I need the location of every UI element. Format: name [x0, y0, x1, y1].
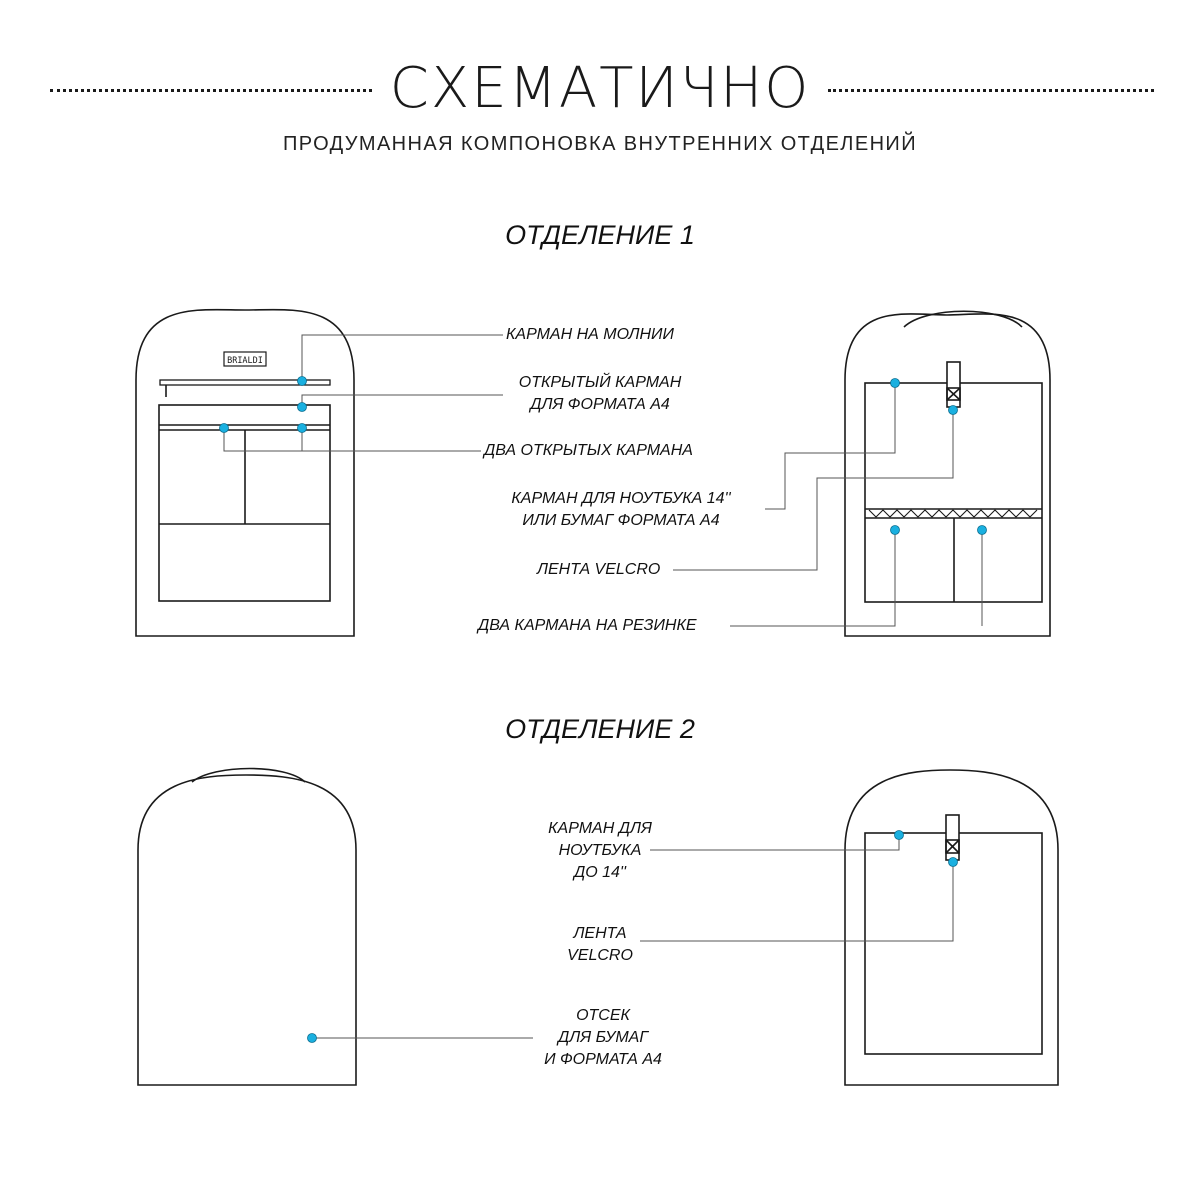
- label-line: НОУТБУКА: [558, 842, 642, 859]
- marker-dot: [298, 377, 307, 386]
- backpack-s1-open-outline: [845, 311, 1050, 636]
- page-title: СХЕМАТИЧНО: [0, 52, 1200, 126]
- label-elastic-pockets: ДВА КАРМАНА НА РЕЗИНКЕ: [478, 617, 697, 634]
- marker-dot: [298, 424, 307, 433]
- label-s2-velcro: [540, 923, 660, 967]
- marker-dot: [978, 526, 987, 535]
- marker-dot: [891, 379, 900, 388]
- marker-dot: [949, 858, 958, 867]
- label-laptop-pocket: [478, 488, 764, 532]
- label-zip-pocket: КАРМАН НА МОЛНИИ: [506, 326, 674, 343]
- label-s2-laptop-pocket: [530, 818, 670, 884]
- label-velcro: ЛЕНТА VELCRO: [537, 561, 661, 578]
- label-line: ИЛИ БУМАГ ФОРМАТА А4: [522, 512, 720, 529]
- label-line: ДО 14'': [573, 864, 627, 881]
- logo-text: BRIALDI: [227, 356, 263, 366]
- label-line: ДЛЯ БУМАГ: [557, 1029, 649, 1046]
- label-line: И ФОРМАТА А4: [544, 1051, 662, 1068]
- marker-dot: [220, 424, 229, 433]
- velcro-strap-shape-s1: [947, 362, 960, 407]
- label-line: ДЛЯ ФОРМАТА А4: [530, 396, 670, 413]
- label-line: ЛЕНТА: [573, 925, 627, 942]
- label-line: КАРМАН ДЛЯ НОУТБУКА 14'': [511, 490, 731, 507]
- front-pockets-shape: [159, 405, 330, 601]
- label-line: ОТСЕК: [576, 1007, 630, 1024]
- marker-dot: [298, 403, 307, 412]
- section-2-title: ОТДЕЛЕНИЕ 2: [505, 714, 695, 744]
- label-open-pocket-a4: [505, 372, 695, 416]
- marker-dot: [895, 831, 904, 840]
- marker-dot: [891, 526, 900, 535]
- label-s2-papers: [523, 1005, 683, 1071]
- marker-dot: [308, 1034, 317, 1043]
- page-subtitle: ПРОДУМАННАЯ КОМПОНОВКА ВНУТРЕННИХ ОТДЕЛЕНИЙ: [283, 133, 917, 155]
- label-two-open-pockets: ДВА ОТКРЫТЫХ КАРМАНА: [484, 442, 693, 459]
- velcro-strap-shape-s2: [946, 815, 959, 860]
- label-line: КАРМАН ДЛЯ: [548, 820, 652, 837]
- label-line: ОТКРЫТЫЙ КАРМАН: [518, 374, 682, 391]
- label-line: VELCRO: [567, 947, 633, 964]
- marker-dot: [949, 406, 958, 415]
- logo-badge: [224, 352, 266, 366]
- section-1-title: ОТДЕЛЕНИЕ 1: [505, 220, 695, 250]
